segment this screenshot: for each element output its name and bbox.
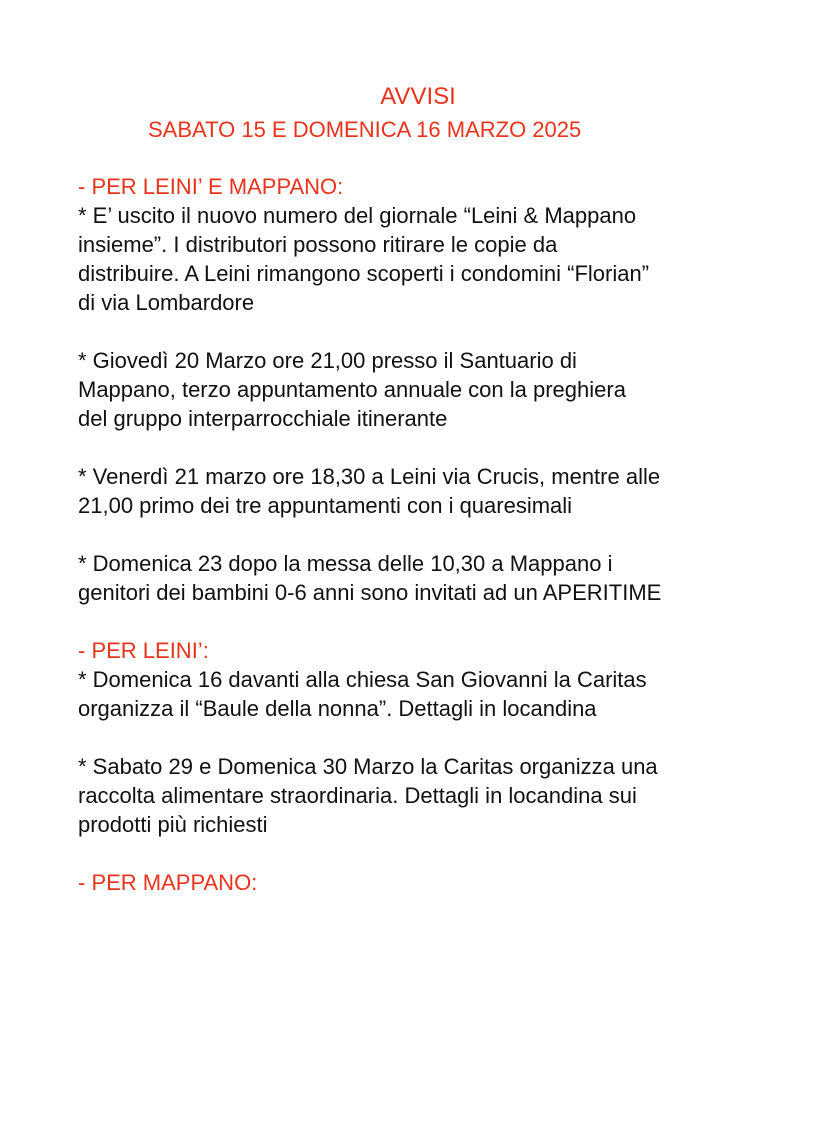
notice-item: * Venerdì 21 marzo ore 18,30 a Leini via Crucis, mentre alle 21,00 primo dei tre appuntamenti con i quaresimali (78, 464, 661, 518)
notice-item: * Sabato 29 e Domenica 30 Marzo la Caritas organizza una raccolta alimentare straordinaria. Dettagli in locandina sui prodotti più richiesti (78, 754, 658, 837)
spacer (78, 723, 768, 752)
notice-item: * Giovedì 20 Marzo ore 21,00 presso il Santuario di Mappano, terzo appuntamento annuale con la preghiera del gruppo interparrocchiale itinerante (78, 348, 626, 431)
section-heading-leini: - PER LEINI’: (78, 638, 209, 663)
page-subtitle: SABATO 15 E DOMENICA 16 MARZO 2025 (148, 117, 582, 142)
spacer (78, 520, 768, 549)
spacer (78, 839, 768, 868)
section-heading-mappano: - PER MAPPANO: (78, 870, 258, 895)
page-title: AVVISI (380, 83, 456, 110)
spacer (78, 317, 768, 346)
notice-content (78, 172, 768, 897)
spacer (78, 607, 768, 636)
notice-item: * Domenica 23 dopo la messa delle 10,30 a Mappano i genitori dei bambini 0-6 anni sono invitati ad un APERITIME (78, 551, 662, 605)
spacer (78, 433, 768, 462)
section-heading-leini-mappano: - PER LEINI’ E MAPPANO: (78, 174, 344, 199)
notice-item: * Domenica 16 davanti alla chiesa San Giovanni la Caritas organizza il “Baule della nonna”. Dettagli in locandina (78, 667, 647, 721)
notice-item: * E’ uscito il nuovo numero del giornale “Leini & Mappano insieme”. I distributori possono ritirare le copie da distribuire. A Leini rimangono scoperti i condomini “Florian” di via Lombardore (78, 203, 650, 315)
